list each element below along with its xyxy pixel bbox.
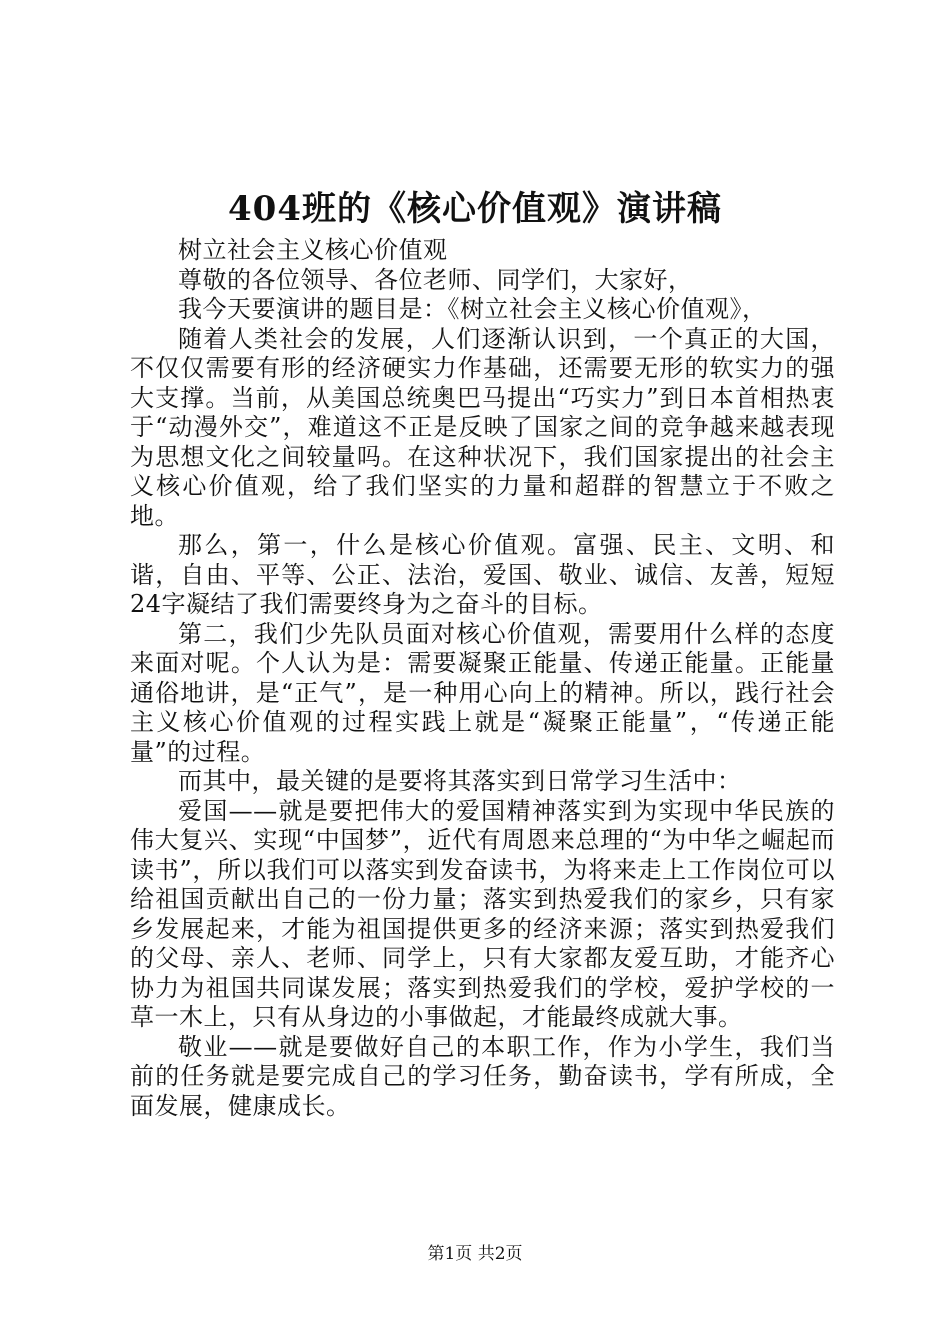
- document-title: 404班的《核心价值观》演讲稿: [228, 189, 722, 229]
- page-footer: 第1页 共2页: [427, 1244, 523, 1264]
- paragraph-patriotism: 爱国——就是要把伟大的爱国精神落实到为实现中华民族的伟大复兴、实现“中国梦”，近代有周恩来总理的“为中华之崛起而读书”，所以我们可以落实到发奋读书，为将来走上工作岗位可以给祖国贡献出自己的一份力量；落实到热爱我们的家乡，只有家乡发展起来，才能为祖国提供更多的经济来源；落实到热爱我们的父母、亲人、老师、同学上，只有大家都友爱互助，才能齐心协力为祖国共同谋发展；落实到热爱我们的学校，爱护学校的一草一木上，只有从身边的小事做起，才能最终成就大事。: [130, 796, 835, 1031]
- paragraph-dedication: 敬业——就是要做好自己的本职工作，作为小学生，我们当前的任务就是要完成自己的学习任务，勤奋读书，学有所成，全面发展，健康成长。: [130, 1032, 835, 1120]
- paragraph-topic: 我今天要演讲的题目是：《树立社会主义核心价值观》，: [178, 295, 767, 323]
- paragraph-second-point: 第二，我们少先队员面对核心价值观，需要用什么样的态度来面对呢。个人认为是：需要凝聚正能量、传递正能量。正能量通俗地讲，是“正气”，是一种用心向上的精神。所以，践行社会主义核心价值观的过程实践上就是“凝聚正能量”，“传递正能量”的过程。: [130, 619, 835, 766]
- paragraph-intro: 随着人类社会的发展，人们逐渐认识到，一个真正的大国，不仅仅需要有形的经济硬实力作基础，还需要无形的软实力的强大支撑。当前，从美国总统奥巴马提出“巧实力”到日本首相热衷于“动漫外交”，难道这不正是反映了国家之间的竞争越来越表现为思想文化之间较量吗。在这种状况下，我们国家提出的社会主义核心价值观，给了我们坚实的力量和超群的智慧立于不败之地。: [130, 324, 835, 530]
- document-body: [130, 236, 835, 1121]
- paragraph-heading: 树立社会主义核心价值观: [178, 236, 448, 264]
- paragraph-transition: 而其中，最关键的是要将其落实到日常学习生活中：: [178, 767, 742, 795]
- paragraph-first-point: 那么，第一，什么是核心价值观。富强、民主、文明、和谐，自由、平等、公正、法治，爱国、敬业、诚信、友善，短短24字凝结了我们需要终身为之奋斗的目标。: [130, 531, 835, 618]
- paragraph-greeting: 尊敬的各位领导、各位老师、同学们，大家好，: [178, 265, 693, 294]
